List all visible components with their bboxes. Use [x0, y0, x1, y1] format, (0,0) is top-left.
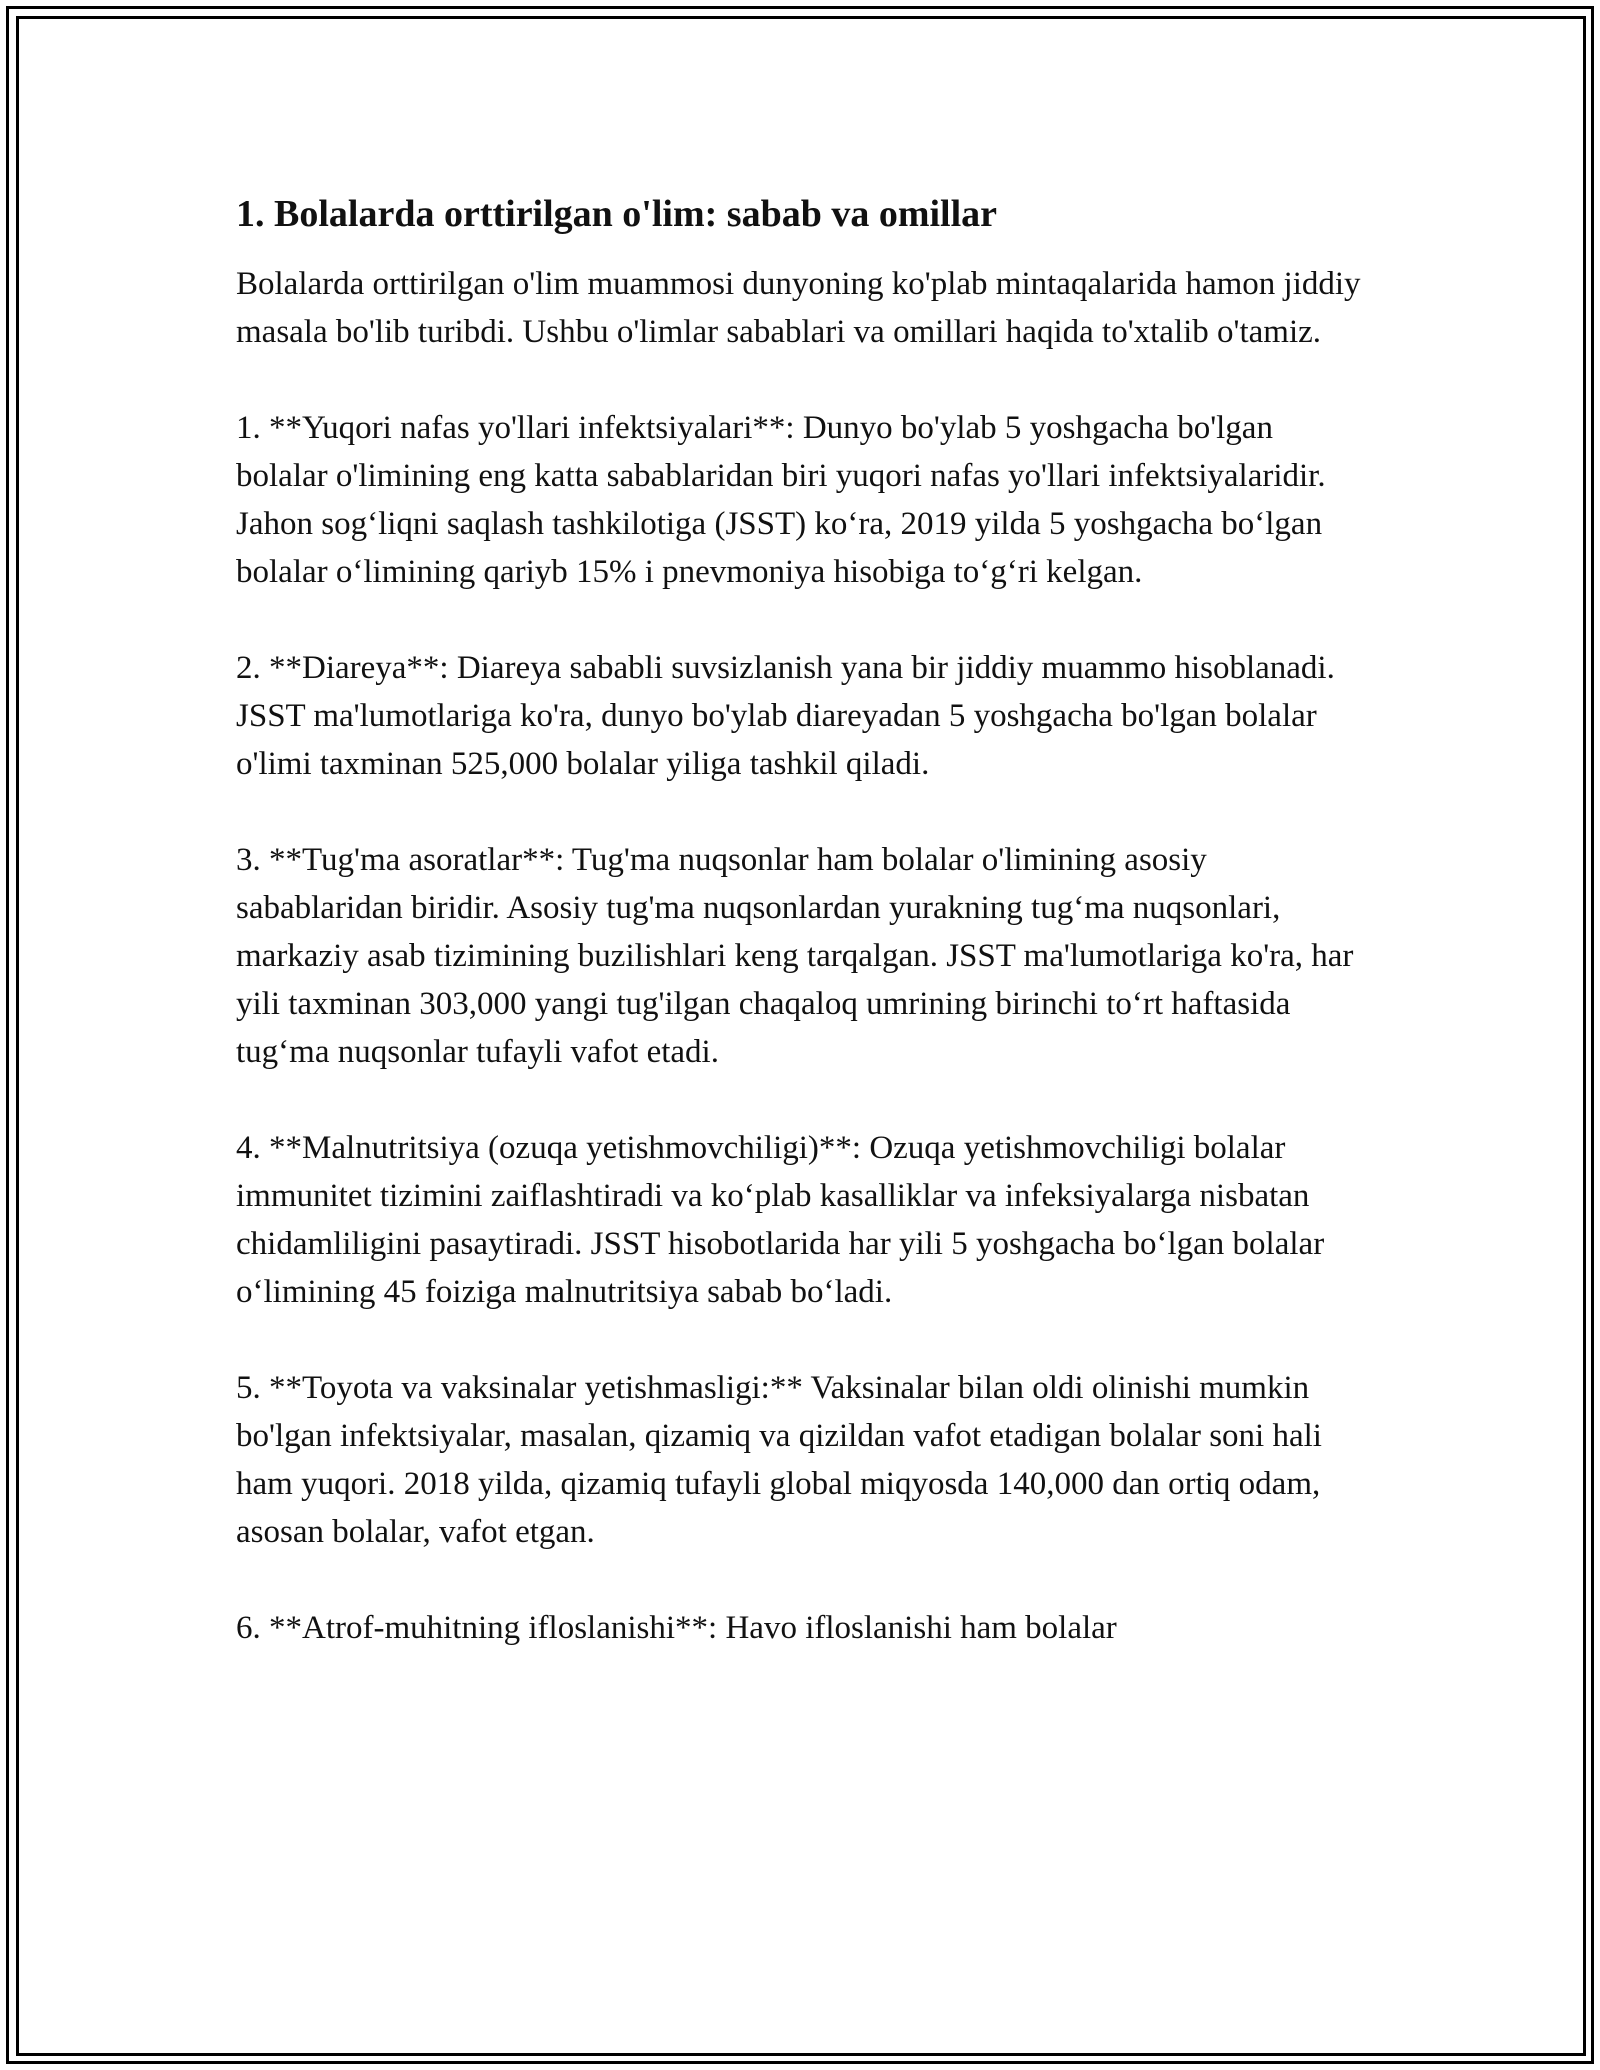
document-body — [236, 188, 1366, 1652]
document-heading: 1. Bolalarda orttirilgan o'lim: sabab va omillar — [236, 193, 998, 235]
paragraph-respiratory-infections: 1. **Yuqori nafas yo'llari infektsiyalari**: Dunyo bo'ylab 5 yoshgacha bo'lgan bolalar o'limining eng katta sabablaridan biri yuqori nafas yo'llari infektsiyalaridir. Jahon sog‘liqni saqlash tashkilotiga (JSST) ko‘ra, 2019 yilda 5 yoshgacha bo‘lgan bolalar o‘limining qariyb 15% i pnevmoniya hisobiga to‘g‘ri kelgan. — [236, 410, 1326, 590]
paragraph-diarrhea: 2. **Diareya**: Diareya sababli suvsizlanish yana bir jiddiy muammo hisoblanadi. JSST ma'lumotlariga ko'ra, dunyo bo'ylab diareyadan 5 yoshgacha bo'lgan bolalar o'limi taxminan 525,000 bolalar yiliga tashkil qiladi. — [236, 650, 1335, 782]
paragraph-vaccines: 5. **Toyota va vaksinalar yetishmasligi:** Vaksinalar bilan oldi olinishi mumkin bo'lgan infektsiyalar, masalan, qizamiq va qizildan vafot etadigan bolalar soni hali ham yuqori. 2018 yilda, qizamiq tufayli global miqyosda 140,000 dan ortiq odam, asosan bolalar, vafot etgan. — [236, 1370, 1322, 1550]
paragraph-pollution: 6. **Atrof-muhitning ifloslanishi**: Havo ifloslanishi ham bolalar — [236, 1610, 1117, 1646]
intro-paragraph: Bolalarda orttirilgan o'lim muammosi dunyoning ko'plab mintaqalarida hamon jiddiy masala bo'lib turibdi. Ushbu o'limlar sabablari va omillari haqida to'xtalib o'tamiz. — [236, 266, 1361, 350]
paragraph-congenital-anomalies: 3. **Tug'ma asoratlar**: Tug'ma nuqsonlar ham bolalar o'limining asosiy sabablaridan biridir. Asosiy tug'ma nuqsonlardan yurakning tug‘ma nuqsonlari, markaziy asab tizimining buzilishlari keng tarqalgan. JSST ma'lumotlariga ko'ra, har yili taxminan 303,000 yangi tug'ilgan chaqaloq umrining birinchi to‘rt haftasida tug‘ma nuqsonlar tufayli vafot etadi. — [236, 842, 1354, 1070]
paragraph-malnutrition: 4. **Malnutritsiya (ozuqa yetishmovchiligi)**: Ozuqa yetishmovchiligi bolalar immunitet tizimini zaiflashtiradi va ko‘plab kasalliklar va infeksiyalarga nisbatan chidamliligini pasaytiradi. JSST hisobotlarida har yili 5 yoshgacha bo‘lgan bolalar o‘limining 45 foiziga malnutritsiya sabab bo‘ladi. — [236, 1130, 1325, 1310]
